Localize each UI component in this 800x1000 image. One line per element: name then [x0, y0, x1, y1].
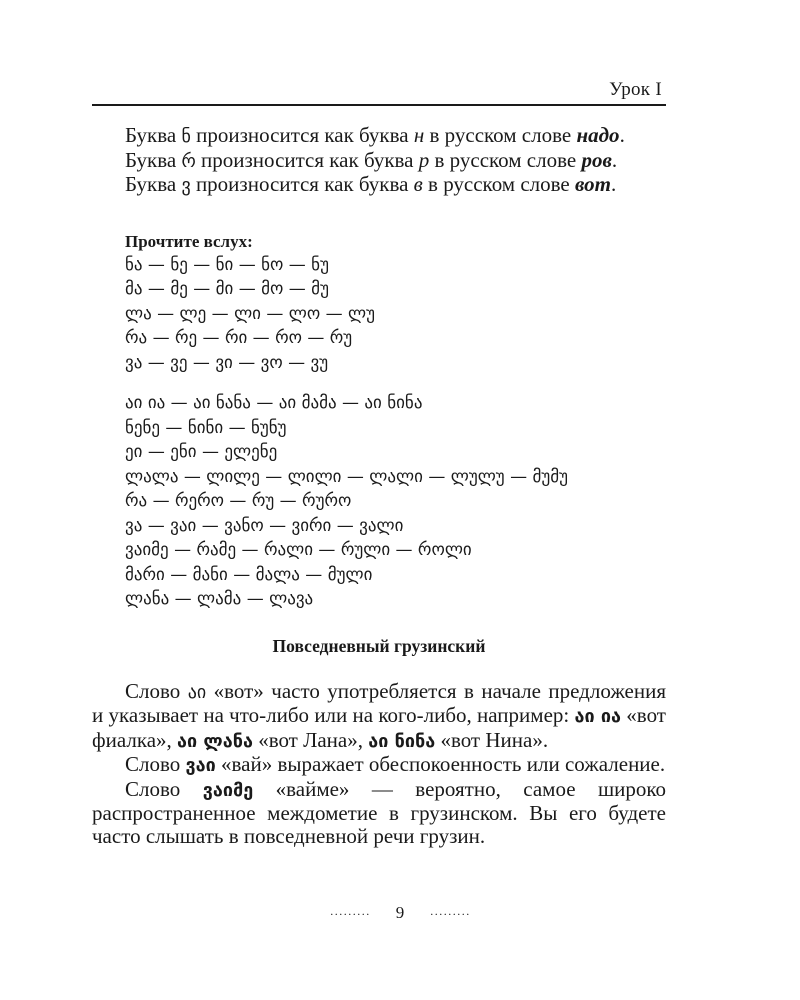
drill-line: მა — მე — მი — მო — მუ — [125, 279, 329, 299]
drill-line: აი ია — აი ნანა — აი მამა — აი ნინა — [125, 393, 423, 413]
georgian-word: აი ია — [574, 706, 622, 727]
drill-line: ლა — ლე — ლი — ლო — ლუ — [125, 303, 376, 324]
russian-letter: р — [418, 147, 430, 172]
text-run: «вот» часто употребляется в начале предложения и указывает на что-либо или на кого-либо, например: — [92, 678, 667, 727]
letter-pronunciation-block — [92, 124, 666, 198]
text-run: произносится как буква — [195, 147, 419, 172]
text-run: . — [619, 123, 625, 147]
text-run: Буква — [125, 147, 182, 172]
text-run: Буква — [125, 172, 182, 196]
example-word: надо — [576, 123, 620, 147]
header-rule — [92, 104, 666, 106]
paragraph-vai — [92, 753, 666, 778]
text-run: «вайме» — вероятно, самое широко распространенное междометие в грузинском. Вы его будете часто слышать в повседневной речи грузин. — [92, 776, 667, 848]
text-run: произносится как буква — [190, 123, 414, 147]
drill-line: ეი — ენი — ელენე — [125, 442, 278, 462]
drill-line: მარი — მანი — მალა — მული — [125, 564, 373, 585]
syllable-drill-group-1 — [125, 253, 666, 376]
section-title: Повседневный грузинский — [272, 635, 486, 656]
text-run: . — [610, 172, 617, 196]
paragraph-vaime — [92, 778, 666, 848]
read-aloud-exercise — [125, 231, 666, 612]
drill-line: ნენე — ნინი — ნუნუ — [125, 417, 287, 438]
page-footer — [0, 903, 800, 924]
text-run: произносится как буква — [190, 172, 414, 196]
text-run: «вот Нина». — [435, 727, 549, 752]
text-run: в русском слове — [422, 172, 576, 196]
drill-line: ვა — ვე — ვი — ვო — ვუ — [125, 352, 329, 373]
text-run: Буква — [125, 123, 182, 147]
page-number: 9 — [395, 903, 405, 922]
georgian-word: აი ლანა — [177, 730, 253, 752]
example-word: ров — [581, 147, 612, 172]
book-page — [92, 78, 666, 847]
example-word: вот — [575, 172, 611, 196]
georgian-letter: ნ — [181, 126, 191, 147]
drill-line: რა — რე — რი — რო — რუ — [125, 328, 353, 348]
text-run: Слово — [125, 678, 188, 703]
text-run: «вай» выражает обеспокоенность или сожаление. — [215, 752, 666, 776]
text-run: «вот Лана», — [252, 727, 369, 752]
georgian-word: ვაიმე — [202, 779, 254, 801]
drill-line: ლალა — ლილე — ლილი — ლალი — ლულუ — მუმუ — [125, 466, 569, 487]
paragraph-ai — [92, 680, 666, 754]
georgian-letter: ვ — [181, 175, 191, 196]
letter-paragraph-r — [92, 149, 666, 174]
exercise-heading: Прочтите вслух: — [125, 231, 253, 251]
drill-spacer — [125, 375, 666, 391]
text-run: Слово — [125, 776, 203, 801]
georgian-word: აი — [187, 681, 207, 703]
text-run: Слово — [125, 752, 186, 776]
georgian-word: აი ნინა — [368, 730, 436, 752]
georgian-word: ვაი — [185, 755, 216, 776]
drill-line: ვაიმე — რამე — რალი — რული — როლი — [125, 540, 472, 560]
drill-line: ლანა — ლამა — ლავა — [125, 589, 314, 609]
text-run: «вот фиалка», — [92, 703, 666, 752]
drill-line: ვა — ვაი — ვანო — ვირი — ვალი — [125, 515, 404, 536]
footer-dots-left: ········· — [329, 907, 371, 922]
letter-paragraph-v — [92, 173, 666, 198]
drill-line: რა — რერო — რუ — რურო — [125, 491, 352, 511]
text-run: . — [611, 147, 618, 172]
russian-letter: в — [413, 172, 423, 196]
drill-line: ნა — ნე — ნი — ნო — ნუ — [125, 254, 329, 275]
everyday-georgian-text — [92, 680, 666, 848]
georgian-letter: რ — [181, 150, 196, 172]
text-run: в русском слове — [429, 147, 582, 172]
footer-dots-right: ········· — [429, 907, 471, 922]
russian-letter: н — [413, 123, 425, 147]
word-drill-group-2 — [125, 391, 666, 612]
running-header: Урок I — [609, 79, 662, 100]
text-run: в русском слове — [424, 123, 577, 147]
letter-paragraph-n — [92, 124, 666, 149]
